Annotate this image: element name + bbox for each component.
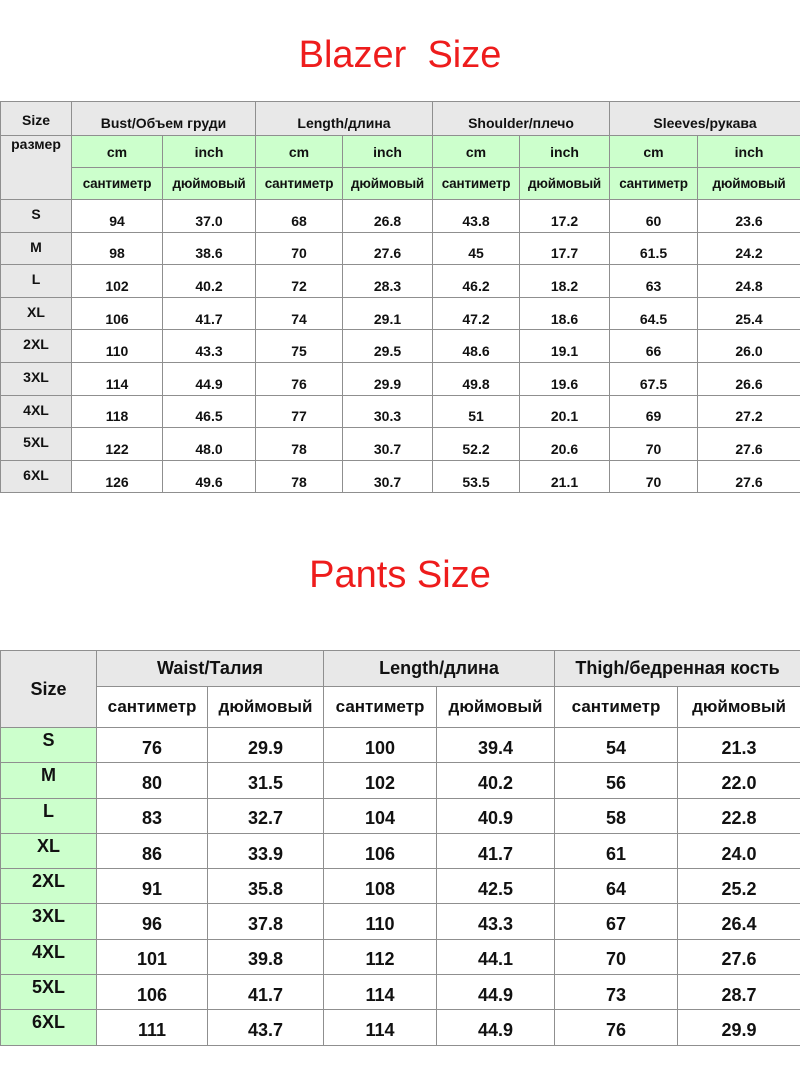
value-cell: 43.3: [163, 330, 256, 363]
value-cell: 60: [610, 200, 698, 233]
value-cell: 37.8: [208, 904, 324, 939]
table-row: [1, 265, 800, 298]
value-cell: 61.5: [610, 232, 698, 265]
value-cell: 78: [256, 428, 343, 461]
value-cell: 29.5: [343, 330, 433, 363]
value-cell: 48.6: [433, 330, 520, 363]
value-cell: 30.3: [343, 395, 433, 428]
value-cell: 80: [97, 763, 208, 798]
value-cell: 27.6: [698, 460, 800, 493]
value-cell: 18.2: [520, 265, 610, 298]
value-cell: 44.9: [437, 975, 555, 1010]
value-cell: 106: [97, 975, 208, 1010]
value-cell: 96: [97, 904, 208, 939]
size-cell: 5XL: [1, 428, 72, 461]
value-cell: 23.6: [698, 200, 800, 233]
value-cell: 94: [72, 200, 163, 233]
value-cell: 73: [555, 975, 678, 1010]
waist-unit-cm-ru: сантиметр: [97, 687, 208, 728]
value-cell: 56: [555, 763, 678, 798]
value-cell: 108: [324, 869, 437, 904]
value-cell: 28.7: [678, 975, 800, 1010]
table-row: [1, 1010, 800, 1045]
length-unit-inch-ru: дюймовый: [343, 168, 433, 200]
size-cell: 4XL: [1, 395, 72, 428]
value-cell: 70: [555, 939, 678, 974]
value-cell: 43.3: [437, 904, 555, 939]
value-cell: 77: [256, 395, 343, 428]
table-row: [1, 939, 800, 974]
value-cell: 27.6: [698, 428, 800, 461]
value-cell: 102: [72, 265, 163, 298]
table-row: [1, 460, 800, 493]
table-row: [1, 428, 800, 461]
value-cell: 72: [256, 265, 343, 298]
value-cell: 47.2: [433, 297, 520, 330]
value-cell: 45: [433, 232, 520, 265]
value-cell: 104: [324, 798, 437, 833]
size-cell: 2XL: [1, 869, 97, 904]
blazer-size-title: Blazer Size: [298, 34, 502, 76]
sleeves-unit-cm-ru: сантиметр: [610, 168, 698, 200]
size-cell: M: [1, 232, 72, 265]
bust-header: Bust/Объем груди: [72, 102, 256, 136]
value-cell: 76: [97, 728, 208, 763]
value-cell: 22.8: [678, 798, 800, 833]
value-cell: 30.7: [343, 460, 433, 493]
thigh-header: Thigh/бедренная кость: [555, 651, 800, 687]
value-cell: 21.3: [678, 728, 800, 763]
value-cell: 17.2: [520, 200, 610, 233]
value-cell: 41.7: [208, 975, 324, 1010]
value-cell: 28.3: [343, 265, 433, 298]
value-cell: 70: [256, 232, 343, 265]
value-cell: 118: [72, 395, 163, 428]
value-cell: 19.1: [520, 330, 610, 363]
shoulder-unit-inch: inch: [520, 136, 610, 168]
value-cell: 29.1: [343, 297, 433, 330]
length-unit-cm-ru: сантиметр: [256, 168, 343, 200]
value-cell: 43.8: [433, 200, 520, 233]
pants-length-unit-inch-ru: дюймовый: [437, 687, 555, 728]
bust-unit-cm-ru: сантиметр: [72, 168, 163, 200]
table-row: [1, 362, 800, 395]
size-cell: XL: [1, 833, 97, 868]
value-cell: 40.2: [437, 763, 555, 798]
pants-size-title: Pants Size: [309, 554, 491, 596]
value-cell: 42.5: [437, 869, 555, 904]
value-cell: 33.9: [208, 833, 324, 868]
value-cell: 38.6: [163, 232, 256, 265]
value-cell: 32.7: [208, 798, 324, 833]
table-row: [1, 833, 800, 868]
size-cell: S: [1, 728, 97, 763]
value-cell: 53.5: [433, 460, 520, 493]
size-cell: XL: [1, 297, 72, 330]
value-cell: 78: [256, 460, 343, 493]
value-cell: 27.2: [698, 395, 800, 428]
value-cell: 75: [256, 330, 343, 363]
value-cell: 58: [555, 798, 678, 833]
value-cell: 40.9: [437, 798, 555, 833]
value-cell: 30.7: [343, 428, 433, 461]
size-cell: M: [1, 763, 97, 798]
value-cell: 29.9: [343, 362, 433, 395]
value-cell: 91: [97, 869, 208, 904]
value-cell: 40.2: [163, 265, 256, 298]
size-cell: 4XL: [1, 939, 97, 974]
value-cell: 67: [555, 904, 678, 939]
value-cell: 106: [324, 833, 437, 868]
table-row: [1, 763, 800, 798]
table-row: [1, 904, 800, 939]
blazer-size-table: [0, 101, 800, 493]
value-cell: 52.2: [433, 428, 520, 461]
value-cell: 29.9: [678, 1010, 800, 1045]
value-cell: 43.7: [208, 1010, 324, 1045]
pants-length-header: Length/длина: [324, 651, 555, 687]
value-cell: 24.8: [698, 265, 800, 298]
value-cell: 20.1: [520, 395, 610, 428]
shoulder-header: Shoulder/плечо: [433, 102, 610, 136]
length-unit-cm: cm: [256, 136, 343, 168]
value-cell: 37.0: [163, 200, 256, 233]
value-cell: 46.5: [163, 395, 256, 428]
value-cell: 102: [324, 763, 437, 798]
pants-length-unit-cm-ru: сантиметр: [324, 687, 437, 728]
value-cell: 35.8: [208, 869, 324, 904]
value-cell: 110: [72, 330, 163, 363]
value-cell: 25.4: [698, 297, 800, 330]
value-cell: 27.6: [678, 939, 800, 974]
value-cell: 44.1: [437, 939, 555, 974]
value-cell: 112: [324, 939, 437, 974]
size-cell: S: [1, 200, 72, 233]
value-cell: 114: [72, 362, 163, 395]
value-cell: 20.6: [520, 428, 610, 461]
shoulder-unit-cm-ru: сантиметр: [433, 168, 520, 200]
value-cell: 41.7: [163, 297, 256, 330]
table-row: [1, 975, 800, 1010]
bust-unit-inch-ru: дюймовый: [163, 168, 256, 200]
value-cell: 83: [97, 798, 208, 833]
value-cell: 29.9: [208, 728, 324, 763]
value-cell: 25.2: [678, 869, 800, 904]
table-row: [1, 798, 800, 833]
value-cell: 67.5: [610, 362, 698, 395]
value-cell: 86: [97, 833, 208, 868]
table-row: [1, 330, 800, 363]
pants-size-header: Size: [1, 651, 97, 728]
value-cell: 44.9: [163, 362, 256, 395]
waist-header: Waist/Талия: [97, 651, 324, 687]
value-cell: 70: [610, 428, 698, 461]
value-cell: 39.4: [437, 728, 555, 763]
value-cell: 18.6: [520, 297, 610, 330]
size-cell: 6XL: [1, 460, 72, 493]
bust-unit-inch: inch: [163, 136, 256, 168]
value-cell: 26.4: [678, 904, 800, 939]
value-cell: 26.6: [698, 362, 800, 395]
value-cell: 64: [555, 869, 678, 904]
value-cell: 46.2: [433, 265, 520, 298]
sleeves-header: Sleeves/рукава: [610, 102, 800, 136]
shoulder-unit-inch-ru: дюймовый: [520, 168, 610, 200]
value-cell: 39.8: [208, 939, 324, 974]
value-cell: 68: [256, 200, 343, 233]
value-cell: 26.8: [343, 200, 433, 233]
value-cell: 44.9: [437, 1010, 555, 1045]
value-cell: 126: [72, 460, 163, 493]
value-cell: 64.5: [610, 297, 698, 330]
value-cell: 70: [610, 460, 698, 493]
value-cell: 49.6: [163, 460, 256, 493]
value-cell: 24.0: [678, 833, 800, 868]
value-cell: 31.5: [208, 763, 324, 798]
thigh-unit-inch-ru: дюймовый: [678, 687, 800, 728]
value-cell: 49.8: [433, 362, 520, 395]
table-row: [1, 200, 800, 233]
bust-unit-cm: cm: [72, 136, 163, 168]
value-cell: 27.6: [343, 232, 433, 265]
value-cell: 66: [610, 330, 698, 363]
value-cell: 41.7: [437, 833, 555, 868]
value-cell: 54: [555, 728, 678, 763]
length-unit-inch: inch: [343, 136, 433, 168]
value-cell: 98: [72, 232, 163, 265]
value-cell: 76: [256, 362, 343, 395]
size-cell: 3XL: [1, 362, 72, 395]
pants-size-table: [0, 650, 800, 1046]
sleeves-unit-inch: inch: [698, 136, 800, 168]
value-cell: 106: [72, 297, 163, 330]
size-cell: L: [1, 265, 72, 298]
value-cell: 48.0: [163, 428, 256, 461]
value-cell: 51: [433, 395, 520, 428]
value-cell: 110: [324, 904, 437, 939]
value-cell: 114: [324, 1010, 437, 1045]
value-cell: 17.7: [520, 232, 610, 265]
size-cell: 3XL: [1, 904, 97, 939]
size-header: Size: [1, 102, 72, 136]
sleeves-unit-cm: cm: [610, 136, 698, 168]
value-cell: 114: [324, 975, 437, 1010]
value-cell: 21.1: [520, 460, 610, 493]
size-cell: 2XL: [1, 330, 72, 363]
value-cell: 122: [72, 428, 163, 461]
table-row: [1, 869, 800, 904]
value-cell: 63: [610, 265, 698, 298]
value-cell: 24.2: [698, 232, 800, 265]
value-cell: 74: [256, 297, 343, 330]
size-cell: 5XL: [1, 975, 97, 1010]
value-cell: 76: [555, 1010, 678, 1045]
table-row: [1, 232, 800, 265]
value-cell: 111: [97, 1010, 208, 1045]
sleeves-unit-inch-ru: дюймовый: [698, 168, 800, 200]
size-cell: L: [1, 798, 97, 833]
table-row: [1, 395, 800, 428]
shoulder-unit-cm: cm: [433, 136, 520, 168]
waist-unit-inch-ru: дюймовый: [208, 687, 324, 728]
table-row: [1, 297, 800, 330]
value-cell: 26.0: [698, 330, 800, 363]
value-cell: 69: [610, 395, 698, 428]
size-cell: 6XL: [1, 1010, 97, 1045]
length-header: Length/длина: [256, 102, 433, 136]
table-row: [1, 728, 800, 763]
value-cell: 19.6: [520, 362, 610, 395]
value-cell: 61: [555, 833, 678, 868]
size-header-ru: размер: [1, 136, 72, 200]
value-cell: 100: [324, 728, 437, 763]
value-cell: 22.0: [678, 763, 800, 798]
thigh-unit-cm-ru: сантиметр: [555, 687, 678, 728]
value-cell: 101: [97, 939, 208, 974]
